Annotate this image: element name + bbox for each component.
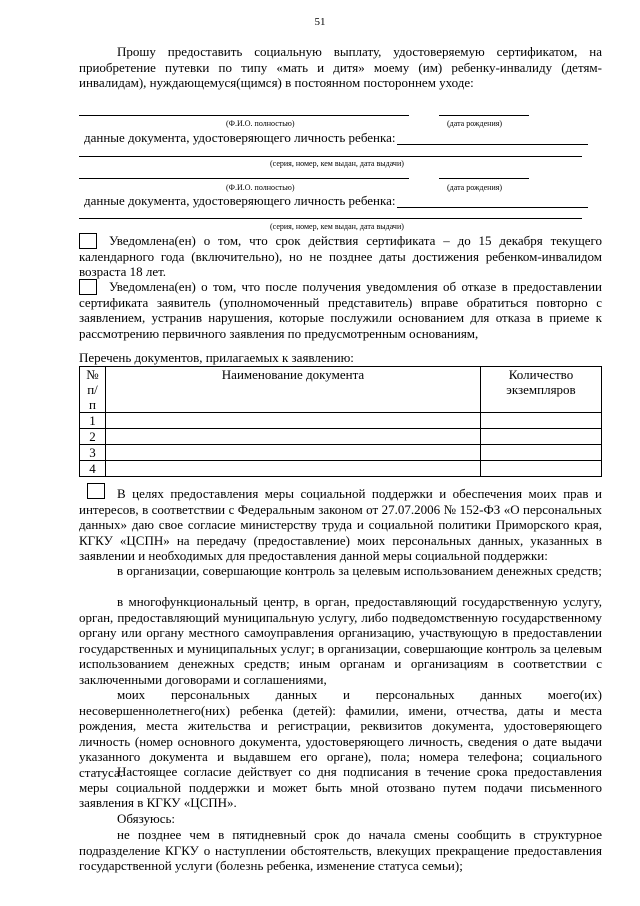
docs-list-title: Перечень документов, прилагаемых к заявлению:	[79, 350, 354, 365]
page-number: 51	[314, 16, 326, 28]
doc-name-cell[interactable]	[106, 429, 481, 445]
col-number-header: № п/ п	[80, 367, 106, 413]
child1-fio-caption: (Ф.И.О. полностью)	[226, 119, 295, 128]
docs-table	[79, 366, 602, 477]
child1-fio-line[interactable]	[79, 115, 409, 116]
col-name-header: Наименование документа	[106, 367, 481, 413]
doc-name-cell[interactable]	[106, 413, 481, 429]
table-row	[80, 429, 602, 445]
child2-id-doc-caption: (серия, номер, кем выдан, дата выдачи)	[270, 222, 404, 231]
table-row	[80, 461, 602, 477]
doc-count-cell[interactable]	[481, 461, 602, 477]
table-row	[80, 413, 602, 429]
row-number: 1	[80, 413, 106, 429]
child1-id-doc-line-2[interactable]	[79, 156, 582, 157]
child1-id-doc-caption: (серия, номер, кем выдан, дата выдачи)	[270, 159, 404, 168]
docs-table-header	[80, 367, 602, 413]
table-row	[80, 445, 602, 461]
child1-birth-line[interactable]	[439, 115, 529, 116]
child1-birth-caption: (дата рождения)	[447, 119, 503, 128]
child2-id-doc-label: данные документа, удостоверяющего личность ребенка:	[84, 193, 396, 208]
row-number: 3	[80, 445, 106, 461]
notice2-text: Уведомлена(ен) о том, что после получения уведомления об отказе в предоставлении сертификата заявитель (уполномоченный представитель) вправе обратиться повторно с заявлением, устранив нарушения, которые послужили основанием для отказа в приеме к рассмотрению первичного заявления по предусмотренным основаниям,	[79, 279, 602, 341]
doc-count-cell[interactable]	[481, 445, 602, 461]
obligation-item-1: не позднее чем в пятидневный срок до начала смены сообщить в структурное подразделение КГКУ о наступлении обстоятельств, влекущих прекращение предоставления государственной услуги (болезнь ребенка, изменение статуса семьи);	[79, 827, 602, 873]
obligations-title: Обязуюсь:	[117, 811, 176, 826]
child2-birth-caption: (дата рождения)	[447, 183, 503, 192]
consent-validity: Настоящее согласие действует со дня подписания в течение срока предоставления меры социальной поддержки и может быть мной отозвано путем подачи письменного заявления в КГКУ «ЦСПН».	[79, 764, 602, 810]
child2-fio-line[interactable]	[79, 178, 409, 179]
child2-birth-line[interactable]	[439, 178, 529, 179]
consent-item-1: в организации, совершающие контроль за целевым использованием денежных средств;	[117, 563, 602, 578]
doc-count-cell[interactable]	[481, 413, 602, 429]
col-count-header: Количество экземпляров	[481, 367, 602, 413]
child2-id-doc-line[interactable]	[397, 207, 588, 208]
child2-id-doc-line-2[interactable]	[79, 218, 582, 219]
row-number: 4	[80, 461, 106, 477]
consent-item-3: моих персональных данных и персональных данных моего(их) несовершеннолетнего(них) ребенка (детей): фамилии, имени, отчества, даты и места рождения, места жительства и регистрации, реквизитов документа, удостоверяющего личность (номер основного документа, удостоверяющего личность, сведения о дате выдачи указанного документа и выдавшем его органе), пола; номера телефона; социального статуса.	[79, 687, 602, 780]
child1-id-doc-label: данные документа, удостоверяющего личность ребенка:	[84, 130, 396, 145]
consent-intro: В целях предоставления меры социальной поддержки и обеспечения моих прав и интересов, в соответствии с Федеральным законом от 27.07.2006 № 152-ФЗ «О персональных данных» даю свое согласие министерству труда и социальной политики Приморского края, КГКУ «ЦСПН» на передачу (предоставление) моих персональных данных, указанных в заявлении и необходимых для предоставления данной меры социальной поддержки:	[79, 486, 602, 563]
consent-item-2: в многофункциональный центр, в орган, предоставляющий государственную услугу, орган, предоставляющий муниципальную услугу, либо подведомственную государственному органу или органу местного самоуправления организацию, участвующую в предоставлении государственных и муниципальных услуг; в организации, совершающие контроль за целевым использованием денежных средств; иным органам и организациям в соответствии с заключенными договорами и соглашениями,	[79, 594, 602, 687]
doc-count-cell[interactable]	[481, 429, 602, 445]
notice1-text: Уведомлена(ен) о том, что срок действия сертификата – до 15 декабря текущего календарного года (включительно), но не позднее даты достижения ребенком-инвалидом возраста 18 лет.	[79, 233, 602, 279]
child2-fio-caption: (Ф.И.О. полностью)	[226, 183, 295, 192]
request-paragraph: Прошу предоставить социальную выплату, удостоверяемую сертификатом, на приобретение путевки по типу «мать и дитя» моему (им) ребенку-инвалиду (детям-инвалидам), нуждающемуся(щимся) в постоянном постороннем уходе:	[79, 44, 602, 90]
doc-name-cell[interactable]	[106, 445, 481, 461]
child1-id-doc-line[interactable]	[397, 144, 588, 145]
doc-name-cell[interactable]	[106, 461, 481, 477]
row-number: 2	[80, 429, 106, 445]
